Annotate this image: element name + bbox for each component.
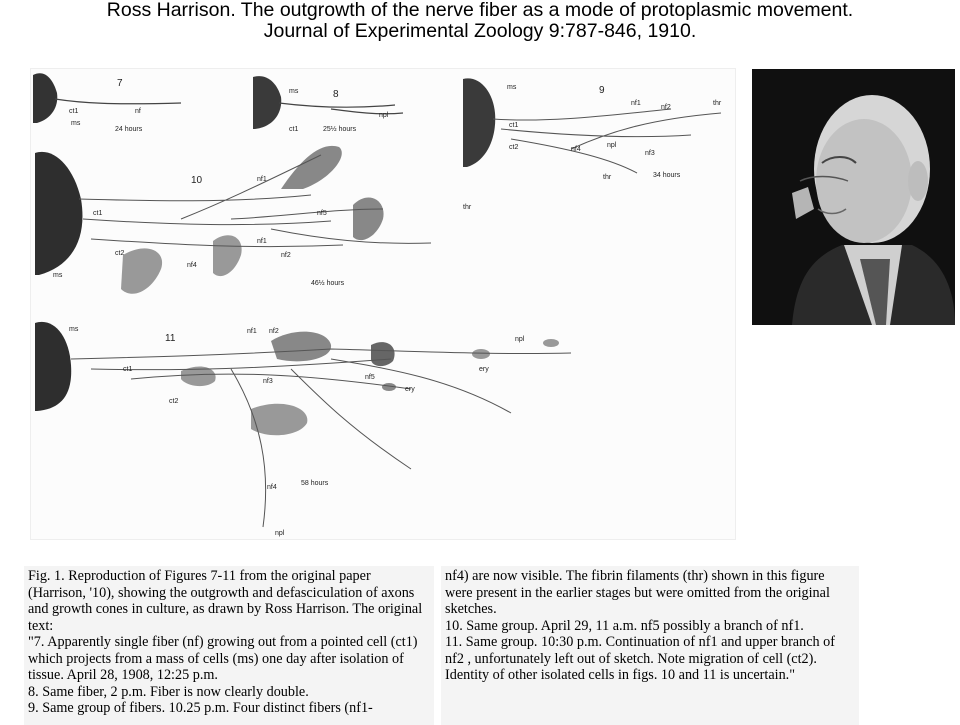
panel-10-time: 46½ hours xyxy=(311,280,345,287)
panel-11-label-nf2: nf2 xyxy=(269,328,279,335)
panel-7-label-nf: nf xyxy=(135,108,141,115)
panel-11-label-npl: npl xyxy=(515,336,525,343)
panel-10-label-ms: ms xyxy=(53,272,63,279)
panel-11-label-ery-2: ery xyxy=(405,386,415,393)
panel-7-label-ms: ms xyxy=(71,120,81,127)
panel-8 xyxy=(253,76,403,133)
figure-drawings xyxy=(31,69,735,539)
panel-11-label-nf1: nf1 xyxy=(247,328,257,335)
panel-11-time: 58 hours xyxy=(301,480,329,487)
panel-9-label-npl: npl xyxy=(607,142,617,149)
panel-9-label-nf1: nf1 xyxy=(631,100,641,107)
panel-9-label-thr-2: thr xyxy=(603,174,612,181)
panel-10-label-nf1-2: nf1 xyxy=(257,238,267,245)
figure-caption-left-column xyxy=(24,566,434,725)
panel-9-label-ct2: ct2 xyxy=(509,144,519,151)
panel-7-label-ct1: ct1 xyxy=(69,108,79,115)
citation-line-2: Journal of Experimental Zoology 9:787-846, 1910. xyxy=(263,20,697,42)
panel-10-label-nf1: nf1 xyxy=(257,176,267,183)
caption-paragraph: 8. Same fiber, 2 p.m. Fiber is now clearly double. xyxy=(28,683,309,700)
panel-9-label-nf4: nf4 xyxy=(571,146,581,153)
panel-9 xyxy=(463,78,722,181)
panel-8-label-ct1: ct1 xyxy=(289,126,299,133)
panel-10-label-nf2: nf2 xyxy=(281,252,291,259)
citation-line-1: Ross Harrison. The outgrowth of the nerve fiber as a mode of protoplasmic movement. xyxy=(106,0,854,21)
caption-paragraph: Fig. 1. Reproduction of Figures 7-11 from the original paper (Harrison, '10), showing the outgrowth and defasciculation of axons and growth cones in culture, as drawn by Ross Harrison. The original text: xyxy=(28,568,423,634)
caption-paragraph: nf4) are now visible. The fibrin filaments (thr) shown in this figure were present in the earlier stages but were omitted from the original sketches. xyxy=(445,568,830,617)
caption-paragraph: "7. Apparently single fiber (nf) growing out from a pointed cell (ct1) which projects from a mass of cells (ms) one day after isolation of tissue. April 28, 1908, 12:25 p.m. xyxy=(28,634,418,683)
nerve-fiber-figure xyxy=(30,68,736,540)
panel-11-label-nf5: nf5 xyxy=(365,374,375,381)
panel-10-label-thr: thr xyxy=(463,204,472,211)
caption-paragraph: 11. Same group. 10:30 p.m. Continuation of nf1 and upper branch of nf2 , unfortunately left out of sketch. Note migration of cell (ct2). Identity of other isolated cells in figs. 10 and 11 is uncertain." xyxy=(445,634,835,683)
panel-8-label-ms: ms xyxy=(289,88,299,95)
panel-10-label-nf4: nf4 xyxy=(187,262,197,269)
panel-10-label-ct2: ct2 xyxy=(115,250,125,257)
panel-7-time: 24 hours xyxy=(115,126,143,133)
panel-11-label-npl-2: npl xyxy=(275,530,285,537)
panel-10-label-ct1: ct1 xyxy=(93,210,103,217)
panel-9-label-ms: ms xyxy=(507,84,517,91)
panel-10 xyxy=(35,146,472,294)
panel-8-number: 8 xyxy=(333,89,339,100)
panel-10-number: 10 xyxy=(191,175,203,186)
panel-10-label-nf5: nf5 xyxy=(317,210,327,217)
panel-9-label-ct1: ct1 xyxy=(509,122,519,129)
panel-11-label-ery: ery xyxy=(479,366,489,373)
panel-11 xyxy=(35,322,571,537)
panel-9-label-thr: thr xyxy=(713,100,722,107)
figure-caption-right-column xyxy=(441,566,859,725)
panel-11-label-ct2: ct2 xyxy=(169,398,179,405)
panel-9-label-nf3: nf3 xyxy=(645,150,655,157)
panel-9-label-nf2: nf2 xyxy=(661,104,671,111)
panel-11-number: 11 xyxy=(165,333,176,344)
panel-7 xyxy=(33,73,181,133)
caption-paragraph: 10. Same group. April 29, 11 a.m. nf5 possibly a branch of nf1. xyxy=(445,617,804,634)
panel-9-time: 34 hours xyxy=(653,172,681,179)
panel-11-label-nf4: nf4 xyxy=(267,484,277,491)
ross-harrison-portrait xyxy=(752,69,955,325)
caption-paragraph: 9. Same group of fibers. 10.25 p.m. Four distinct fibers (nf1- xyxy=(28,700,373,716)
portrait-photo xyxy=(752,69,955,325)
panel-11-label-nf3: nf3 xyxy=(263,378,273,385)
panel-8-label-npl: npl xyxy=(379,112,389,119)
panel-7-number: 7 xyxy=(117,78,123,89)
panel-9-number: 9 xyxy=(599,85,605,96)
panel-11-label-ms: ms xyxy=(69,326,79,333)
panel-8-time: 25½ hours xyxy=(323,126,357,133)
paper-citation xyxy=(0,0,960,42)
panel-11-label-ct1: ct1 xyxy=(123,366,133,373)
